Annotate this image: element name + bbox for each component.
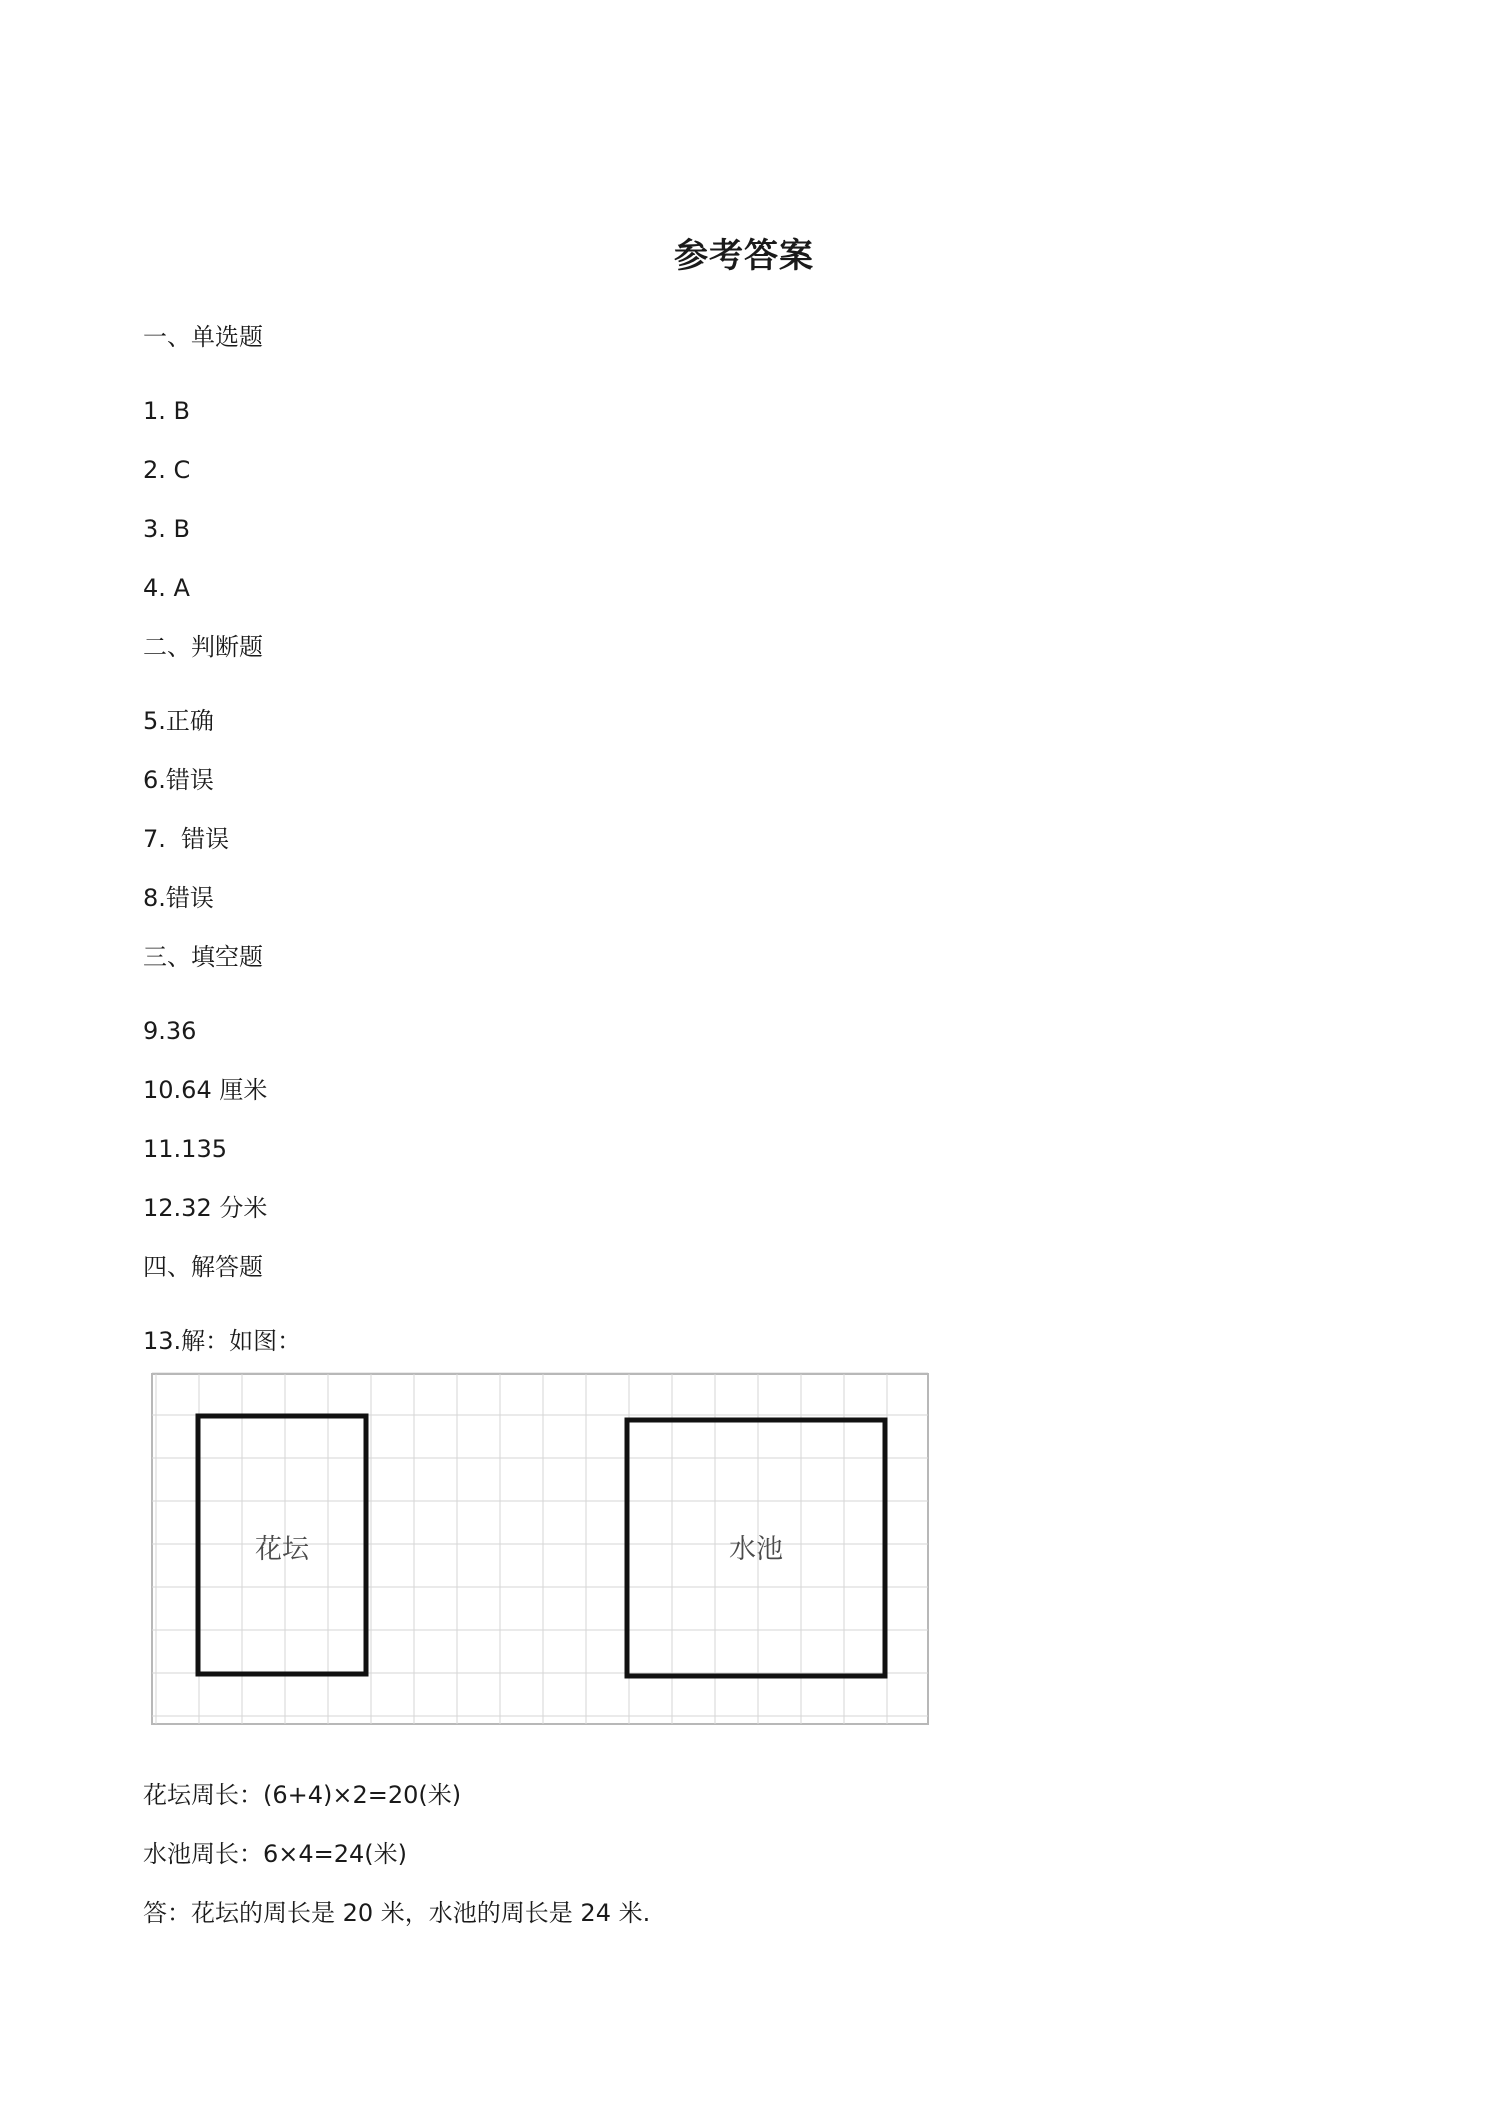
grid-drawing — [150, 1372, 930, 1727]
answer-8: 8.错误 — [143, 884, 214, 912]
section-heading-single-choice: 一、单选题 — [143, 323, 263, 351]
answer-11: 11.135 — [143, 1135, 227, 1163]
answer-12: 12.32 分米 — [143, 1194, 268, 1222]
section-heading-fill-blank: 三、填空题 — [143, 943, 263, 971]
answer-13: 13.解：如图： — [143, 1327, 302, 1355]
answer-7: 7. 错误 — [143, 825, 230, 853]
answer-1: 1. B — [143, 397, 190, 425]
answer-5: 5.正确 — [143, 707, 214, 735]
answer-3: 3. B — [143, 515, 190, 543]
pool-label: 水池 — [729, 1534, 783, 1565]
section-heading-true-false: 二、判断题 — [143, 633, 263, 661]
answer-6: 6.错误 — [143, 766, 214, 794]
pool-perimeter-line: 水池周长：6×4=24(米) — [143, 1840, 408, 1868]
final-answer-line: 答：花坛的周长是 20 米，水池的周长是 24 米. — [143, 1899, 651, 1927]
answer-4: 4. A — [143, 574, 190, 602]
flowerbed-label: 花坛 — [255, 1534, 309, 1565]
page-title: 参考答案 — [674, 236, 814, 276]
grid-figure — [150, 1372, 930, 1727]
answer-2: 2. C — [143, 456, 191, 484]
answer-9: 9.36 — [143, 1017, 197, 1045]
section-heading-solution: 四、解答题 — [143, 1253, 263, 1281]
flowerbed-perimeter-line: 花坛周长：(6+4)×2=20(米) — [143, 1781, 462, 1809]
answer-10: 10.64 厘米 — [143, 1076, 268, 1104]
